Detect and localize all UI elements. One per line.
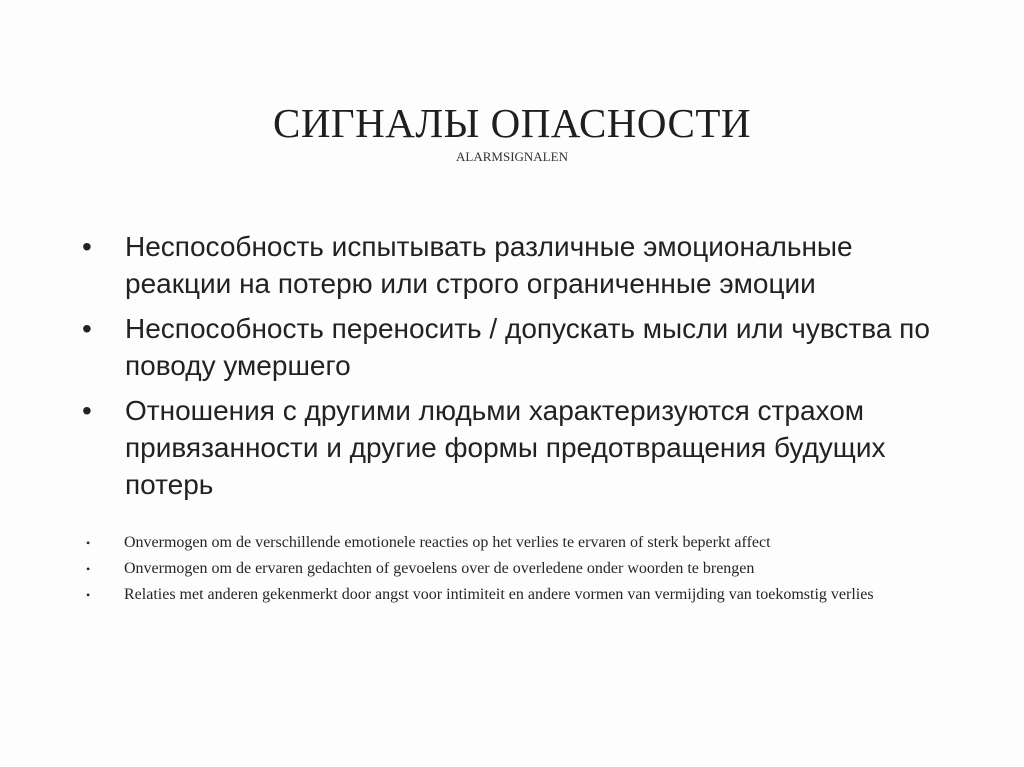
list-item-text: Неспособность переносить / допускать мысли или чувства по поводу умершего [125,313,930,381]
list-item [86,585,966,605]
list-item-text: Отношения с другими людьми характеризуются страхом привязанности и другие формы предотвращения будущих потерь [125,395,886,500]
slide-title: СИГНАЛЫ ОПАСНОСТИ [272,100,752,146]
bullet-icon: • [82,395,92,426]
bullet-icon: • [82,231,92,262]
list-item [86,533,966,553]
list-item [82,392,962,503]
dutch-bullet-list [86,533,966,611]
list-item-text: Relaties met anderen gekenmerkt door angst voor intimiteit en andere vormen van vermijding van toekomstig verlies [124,586,874,603]
bullet-icon: • [82,313,92,344]
bullet-icon: • [86,536,91,550]
list-item [82,228,962,302]
list-item [82,310,962,384]
list-item-text: Onvermogen om de verschillende emotionele reacties op het verlies te ervaren of sterk beperkt affect [124,534,771,551]
list-item [86,559,966,579]
slide-subtitle: ALARMSIGNALEN [456,149,568,164]
list-item-text: Onvermogen om de ervaren gedachten of gevoelens over de overledene onder woorden te brengen [124,560,755,577]
russian-bullet-list [82,228,962,511]
bullet-icon: • [86,562,91,576]
bullet-icon: • [86,588,91,602]
list-item-text: Неспособность испытывать различные эмоциональные реакции на потерю или строго ограниченные эмоции [125,231,853,299]
